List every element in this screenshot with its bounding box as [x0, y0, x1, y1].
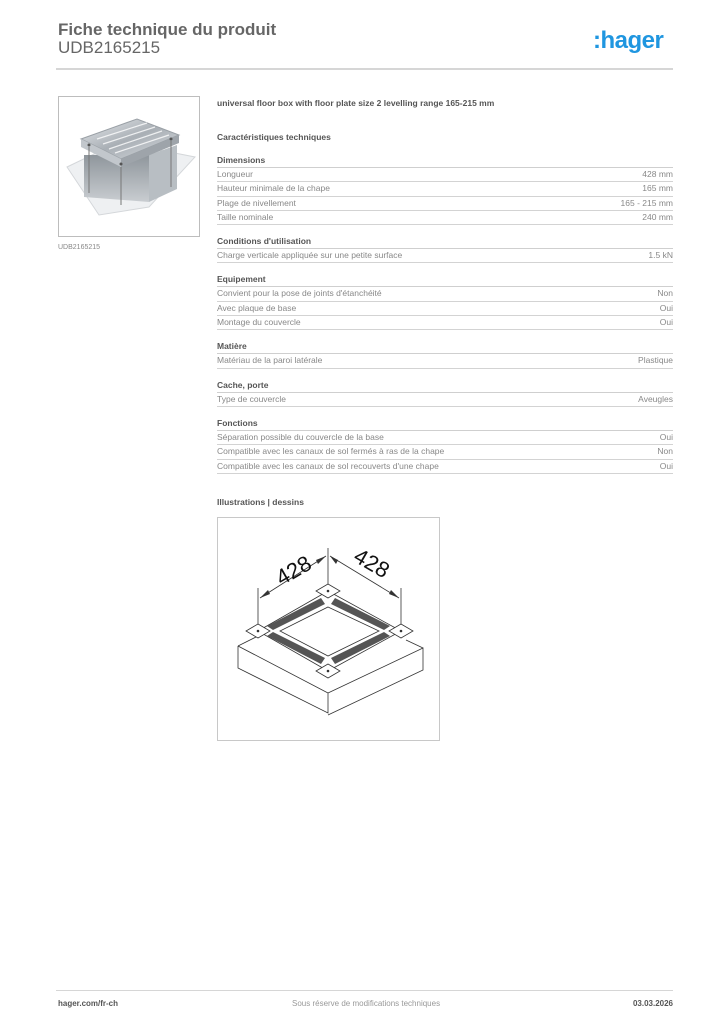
section-conditions: [217, 235, 673, 263]
spec-value: 1.5 kN: [648, 250, 673, 261]
section-cover: [217, 379, 673, 407]
spec-row: [217, 393, 673, 407]
section-dimensions: [217, 154, 673, 225]
section-title: Cache, porte: [217, 379, 673, 393]
section-functions: [217, 417, 673, 474]
spec-label: Compatible avec les canaux de sol recouverts d'une chape: [217, 460, 439, 471]
spec-row: [217, 197, 673, 211]
specifications: [217, 96, 673, 474]
spec-value: 165 - 215 mm: [620, 197, 673, 208]
section-title: Conditions d'utilisation: [217, 235, 673, 249]
spec-label: Séparation possible du couvercle de la base: [217, 431, 384, 442]
spec-value: Oui: [659, 431, 673, 442]
floor-box-photo-icon: [59, 97, 199, 236]
spec-value: Plastique: [638, 355, 673, 366]
spec-row: [217, 182, 673, 196]
spec-label: Taille nominale: [217, 211, 274, 222]
section-title: Fonctions: [217, 417, 673, 431]
tech-characteristics-heading: Caractéristiques techniques: [217, 132, 331, 142]
spec-value: 165 mm: [642, 183, 673, 194]
spec-row: [217, 316, 673, 330]
spec-label: Avec plaque de base: [217, 302, 297, 313]
dimension-label-left: 428: [271, 550, 316, 591]
spec-row: [217, 431, 673, 445]
section-equipment: [217, 273, 673, 330]
spec-row: [217, 287, 673, 301]
spec-value: Non: [657, 446, 673, 457]
section-title: Equipement: [217, 273, 673, 287]
product-image-caption: UDB2165215: [58, 244, 101, 251]
product-code: UDB2165215: [58, 38, 161, 57]
spec-label: Plage de nivellement: [217, 197, 296, 208]
footer-date: 03.03.2026: [632, 999, 673, 1008]
illustrations-heading: Illustrations | dessins: [217, 497, 304, 507]
spec-label: Matériau de la paroi latérale: [217, 355, 323, 366]
section-material: [217, 340, 673, 368]
spec-row: [217, 354, 673, 368]
spec-value: Oui: [659, 302, 673, 313]
spec-label: Hauteur minimale de la chape: [217, 183, 330, 194]
footer-notice: Sous réserve de modifications techniques: [292, 999, 441, 1008]
floor-box-drawing-icon: [218, 518, 439, 740]
section-title: Matière: [217, 340, 673, 354]
page-title: Fiche technique du produit: [58, 20, 277, 39]
spec-label: Longueur: [217, 169, 253, 179]
spec-value: 428 mm: [642, 169, 673, 179]
product-description: universal floor box with floor plate size 2 levelling range 165-215 mm: [217, 98, 495, 108]
spec-value: Aveugles: [638, 393, 673, 404]
hager-logo: :hager: [593, 27, 664, 54]
spec-row: [217, 211, 673, 225]
spec-label: Compatible avec les canaux de sol fermés à ras de la chape: [217, 446, 445, 457]
spec-row: [217, 168, 673, 182]
spec-label: Montage du couvercle: [217, 317, 301, 328]
spec-label: Charge verticale appliquée sur une petite surface: [217, 250, 403, 261]
spec-row: [217, 460, 673, 474]
section-title: Dimensions: [217, 154, 673, 168]
product-image: [58, 96, 200, 237]
spec-value: Oui: [659, 460, 673, 471]
footer-website-link[interactable]: hager.com/fr-ch: [58, 999, 119, 1008]
spec-value: Non: [657, 288, 673, 299]
spec-row: [217, 302, 673, 316]
spec-value: Oui: [659, 317, 673, 328]
dimension-drawing: [217, 517, 440, 741]
spec-value: 240 mm: [642, 211, 673, 222]
dimension-label-right: 428: [349, 543, 394, 584]
spec-row: [217, 249, 673, 263]
footer-divider: [56, 990, 673, 991]
header-divider: [56, 68, 673, 70]
spec-label: Convient pour la pose de joints d'étanchéité: [217, 288, 382, 299]
spec-row: [217, 445, 673, 459]
spec-label: Type de couvercle: [217, 393, 286, 404]
